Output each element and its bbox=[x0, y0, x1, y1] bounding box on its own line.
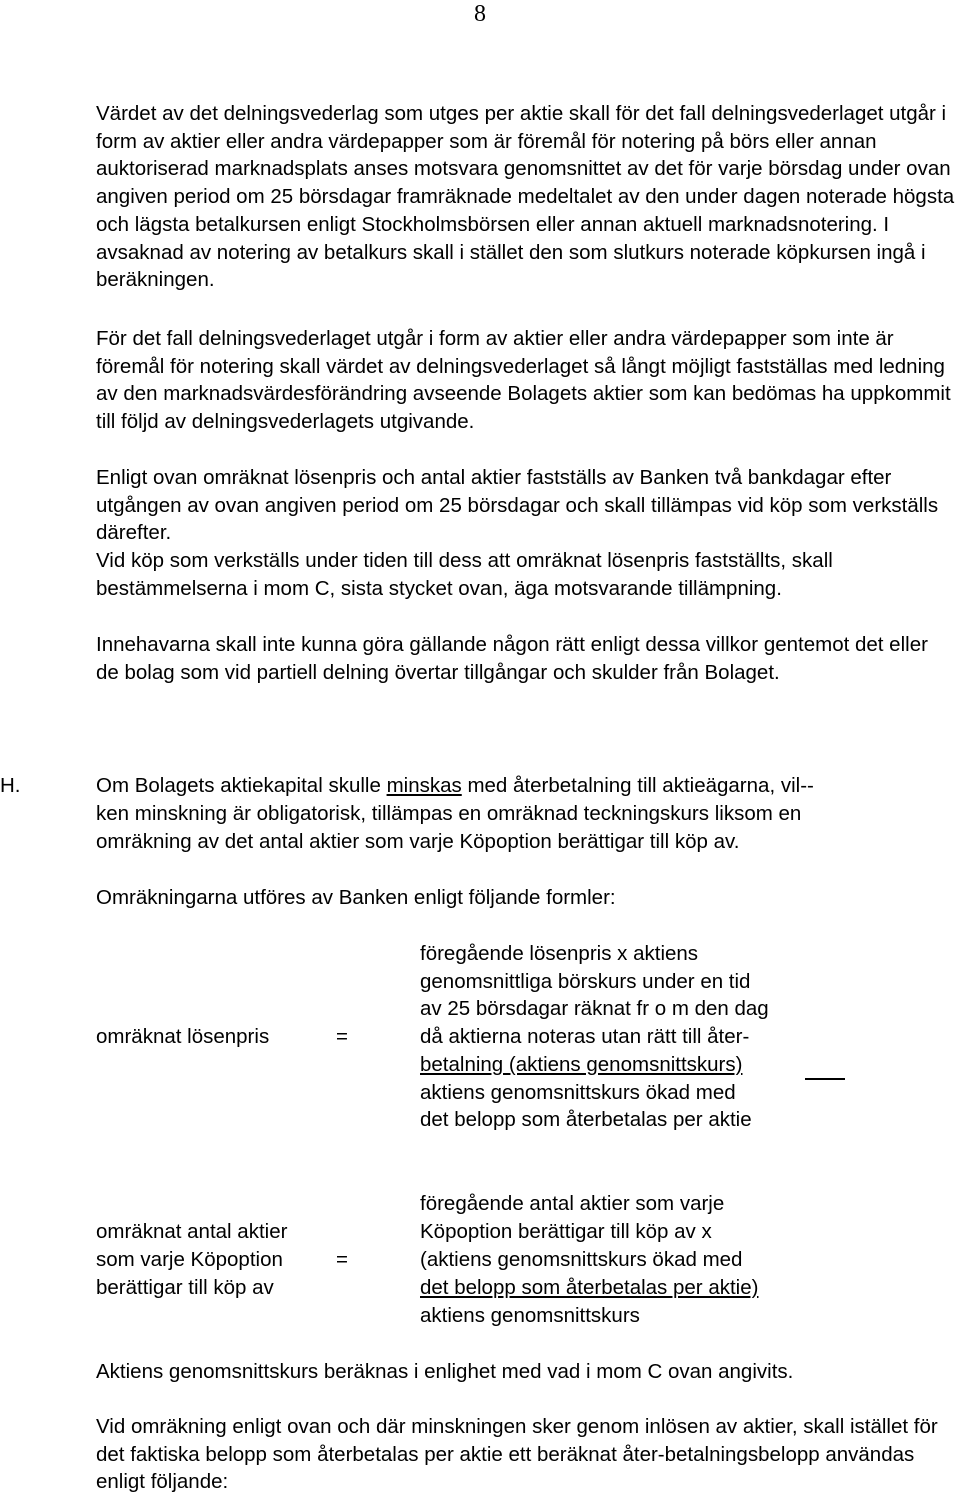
body-paragraph-2: För det fall delningsvederlaget utgår i form av aktier eller andra värdepapper som inte är föremål för notering skall värdet av delningsvederlaget så långt möjligt fastställas med ledning av den marknadsvärdesförändring avseende Bolagets aktier som kan bedömas ha uppkommit till följd av delningsvederlagets utgivande. bbox=[96, 327, 951, 434]
formula1-line-5-underlined: betalning (aktiens genomsnittskurs) bbox=[420, 1053, 743, 1076]
section-letter-h: H. bbox=[0, 774, 21, 797]
formula1-label: omräknat lösenpris bbox=[96, 1025, 270, 1048]
section-h-line-1-start: Om Bolagets aktiekapital skulle bbox=[96, 774, 387, 797]
formula2-equals: = bbox=[336, 1248, 348, 1271]
page-number: 8 bbox=[474, 1, 486, 27]
closing-paragraph-1: Aktiens genomsnittskurs beräknas i enlighet med vad i mom C ovan angivits. bbox=[96, 1360, 794, 1383]
body-paragraph-3: Enligt ovan omräknat lösenpris och antal aktier fastställs av Banken två bankdagar efter utgången av ovan angiven period om 25 börsdagar och skall tillämpas vid köp som verkställs därefter. bbox=[96, 466, 939, 545]
section-h-line-2: ken minskning är obligatorisk, tillämpas en omräknad teckningskurs liksom en bbox=[96, 802, 802, 825]
formula2-label-line-2: som varje Köpoption bbox=[96, 1248, 283, 1271]
formulas-intro: Omräkningarna utföres av Banken enligt följande formler: bbox=[96, 886, 616, 909]
body-paragraph-5: Innehavarna skall inte kunna göra gällande någon rätt enligt dessa villkor gentemot det eller de bolag som vid partiell delning övertar tillgångar och skulder från Bolaget. bbox=[96, 633, 928, 684]
underlined-minskas: minskas bbox=[386, 774, 462, 797]
formula1-equals: = bbox=[336, 1025, 348, 1048]
formula2-line-2: Köpoption berättigar till köp av x bbox=[420, 1220, 712, 1243]
closing-paragraph-1-container bbox=[96, 1358, 956, 1386]
body-paragraph-1-container bbox=[96, 100, 956, 294]
section-h-line-3: omräkning av det antal aktier som varje Köpoption berättigar till köp av. bbox=[96, 830, 740, 853]
formula1-line-2: genomsnittliga börskurs under en tid bbox=[420, 970, 751, 993]
closing-paragraph-2-container bbox=[96, 1413, 956, 1496]
formula1-line-4: då aktierna noteras utan rätt till åter- bbox=[420, 1025, 750, 1048]
formula2-line-4-underlined: det belopp som återbetalas per aktie) bbox=[420, 1276, 759, 1299]
body-paragraph-2-container bbox=[96, 325, 956, 436]
body-paragraph-1: Värdet av det delningsvederlag som utges per aktie skall för det fall delningsvederlaget utgår i form av aktier eller andra värdepapper som är föremål för notering på börs eller annan auktoriserad marknadsplats anses motsvara genomsnittet av det för varje börsdag under ovan angiven period om 25 börsdagar framräknade medeltalet av den under dagen noterade högsta och lägsta betalkursen enligt Stockholmsbörsen eller annan aktuell marknadsnotering. I avsaknad av notering av betalkurs skall i stället den som slutkurs noterade köpkursen ingå i beräkningen. bbox=[96, 102, 955, 292]
formula1-line-1: föregående lösenpris x aktiens bbox=[420, 942, 699, 965]
body-paragraph-4-container bbox=[96, 547, 956, 602]
section-h-line-1-end: med återbetalning till aktieägarna, vil-- bbox=[461, 774, 814, 797]
formula1-line-6: aktiens genomsnittskurs ökad med bbox=[420, 1081, 736, 1104]
formula2-label-line-1: omräknat antal aktier bbox=[96, 1220, 288, 1243]
formula2-line-3: (aktiens genomsnittskurs ökad med bbox=[420, 1248, 743, 1271]
fraction-bar-extension bbox=[805, 1078, 845, 1080]
formula1-line-3: av 25 börsdagar räknat fr o m den dag bbox=[420, 997, 769, 1020]
closing-paragraph-2: Vid omräkning enligt ovan och där minskningen sker genom inlösen av aktier, skall istället för det faktiska belopp som återbetalas per aktie ett beräknat åter-betalningsbelopp användas enligt följande: bbox=[96, 1415, 938, 1494]
section-h-line-1 bbox=[96, 772, 814, 800]
body-paragraph-4: Vid köp som verkställs under tiden till dess att omräknat lösenpris fastställts, skall bestämmelserna i mom C, sista stycket ovan, äga motsvarande tillämpning. bbox=[96, 549, 833, 600]
body-paragraph-3-container bbox=[96, 464, 956, 547]
formula1-line-7: det belopp som återbetalas per aktie bbox=[420, 1108, 752, 1131]
formula2-label-line-3: berättigar till köp av bbox=[96, 1276, 274, 1299]
body-paragraph-5-container bbox=[96, 631, 956, 686]
formula2-line-5: aktiens genomsnittskurs bbox=[420, 1304, 640, 1327]
formula2-line-1: föregående antal aktier som varje bbox=[420, 1192, 725, 1215]
